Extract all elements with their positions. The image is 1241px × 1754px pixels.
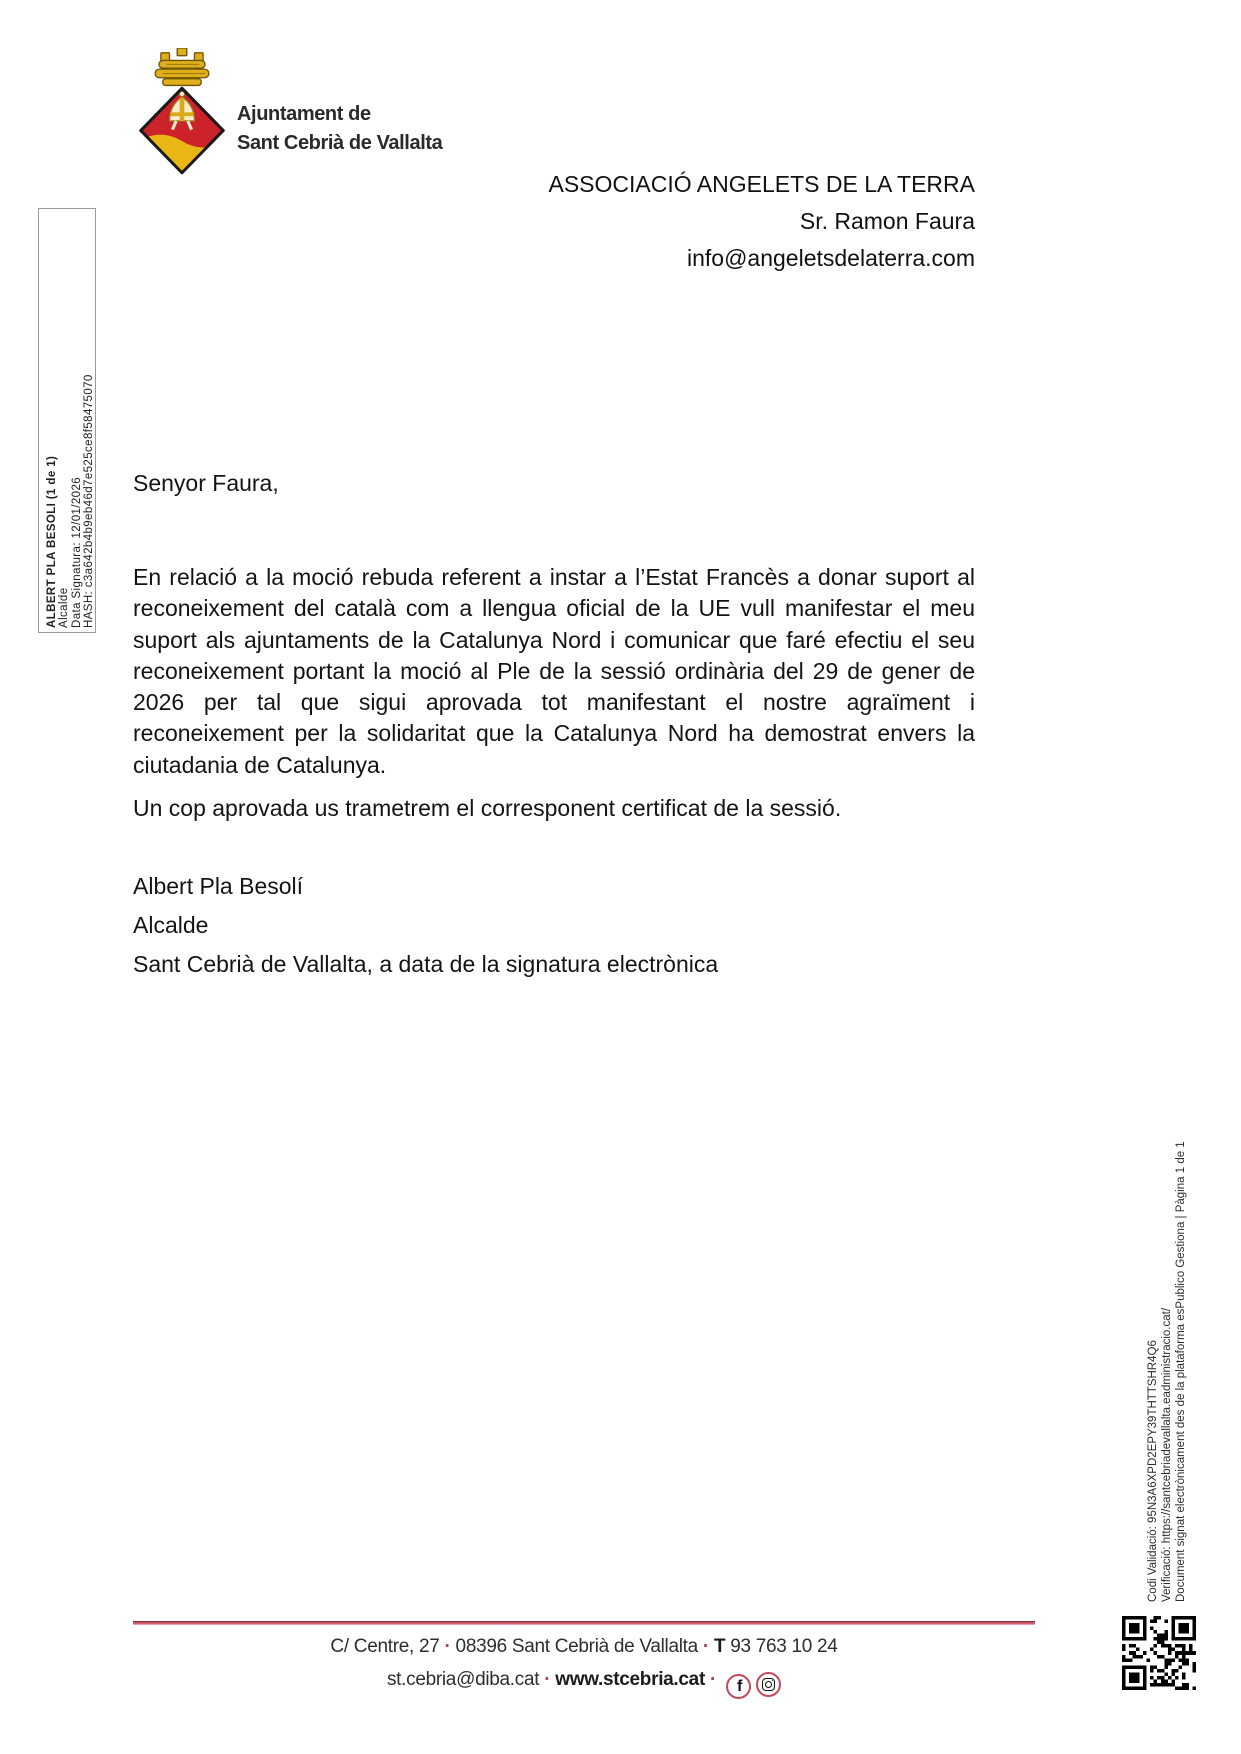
signer-name: Albert Pla Besolí xyxy=(133,873,304,900)
separator-dot: · xyxy=(544,1669,551,1690)
signer-role: Alcalde xyxy=(133,912,209,939)
organization-name-line2: Sant Cebrià de Vallalta xyxy=(237,132,443,154)
recipient-email: info@angeletsdelaterra.com xyxy=(686,245,975,271)
stamp-signer: ALBERT PLA BESOLI (1 de 1) xyxy=(46,455,58,628)
letter-body xyxy=(133,468,975,990)
signature-stamp-text xyxy=(46,208,96,628)
footer-contact-row xyxy=(133,1667,1035,1699)
organization-name-line1: Ajuntament de xyxy=(237,103,371,125)
footer-postal-city: 08396 Sant Cebrià de Vallalta xyxy=(455,1636,698,1657)
coat-of-arms-icon xyxy=(134,48,230,174)
signature-place: Sant Cebrià de Vallalta, a data de la signatura electrònica xyxy=(133,951,719,978)
stamp-hash: HASH: c3a642b4b9eb46d7e525ce8f58475070 xyxy=(83,374,96,628)
footer-address-row xyxy=(133,1634,1035,1659)
facebook-icon: f xyxy=(726,1674,751,1699)
verification-url: Verificació: https://santcebriadevallalta.eadministracio.cat/ xyxy=(1161,1307,1173,1602)
footer xyxy=(133,1634,1035,1707)
footer-phone: 93 763 10 24 xyxy=(730,1636,838,1657)
footer-rule xyxy=(133,1621,1035,1625)
separator-dot: · xyxy=(444,1636,451,1657)
footer-website: www.stcebria.cat xyxy=(555,1669,705,1690)
instagram-icon xyxy=(756,1672,781,1697)
separator-dot: · xyxy=(709,1669,717,1690)
stamp-date: Data Signatura: 12/01/2026 xyxy=(70,476,83,628)
paragraph-main: En relació a la moció rebuda referent a instar a l’Estat Francès a donar suport al reconeixement del català com a llengua oficial de la UE vull manifestar el meu suport als ajuntaments de la Catalunya Nord i comunicar que faré efectiu el seu reconeixement portant la moció al Ple de la sessió ordinària del 29 de gener de 2026 per tal que sigui aprovada tot manifestant el nostre agraïment i reconeixement per la solidaritat que la Catalunya Nord ha demostrat envers la ciutadania de Catalunya. xyxy=(133,564,975,778)
stamp-role: Alcalde xyxy=(58,587,71,628)
organization-name xyxy=(237,100,442,158)
recipient-block xyxy=(475,166,975,277)
validation-code: Codi Validació: 95N3A6XPD2EPY39THTTSHR4Q6 xyxy=(1147,1340,1159,1602)
validation-sidebar xyxy=(1146,1062,1188,1602)
signature-stamp-box xyxy=(38,208,96,633)
platform-note: Document signat electrònicament des de la plataforma esPublico Gestiona | Pàgina 1 de 1 xyxy=(1175,1141,1187,1602)
footer-email: st.cebria@diba.cat xyxy=(386,1669,540,1690)
footer-address: C/ Centre, 27 xyxy=(330,1636,440,1657)
qr-code xyxy=(1122,1616,1196,1690)
separator-dot: · xyxy=(702,1636,709,1657)
paragraph-closing: Un cop aprovada us trametrem el corresponent certificat de la sessió. xyxy=(133,795,842,822)
recipient-contact: Sr. Ramon Faura xyxy=(799,208,975,234)
recipient-organization: ASSOCIACIÓ ANGELETS DE LA TERRA xyxy=(548,171,975,197)
salutation: Senyor Faura, xyxy=(133,470,279,496)
footer-phone-label: T xyxy=(713,1636,726,1657)
